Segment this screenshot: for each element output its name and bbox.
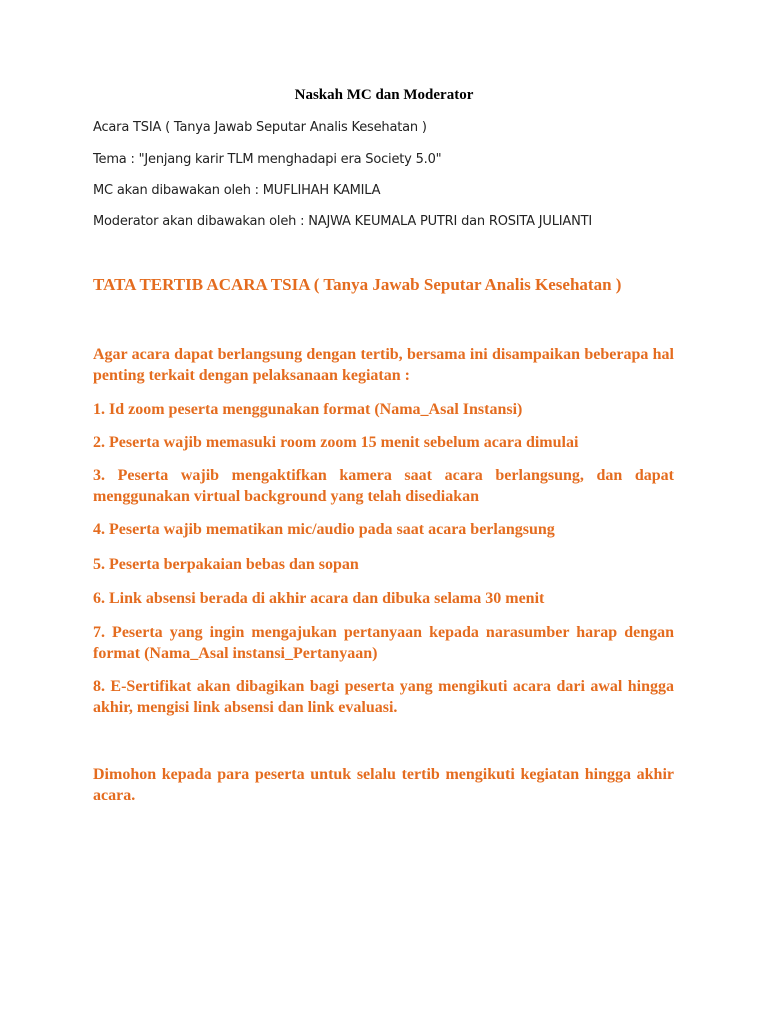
rule-item-1: 1. Id zoom peserta menggunakan format (Nama_Asal Instansi): [93, 401, 523, 418]
rule-item-4: 4. Peserta wajib mematikan mic/audio pada saat acara berlangsung: [93, 521, 555, 538]
rule-item-3: 3. Peserta wajib mengaktifkan kamera saat acara berlangsung, dan dapat menggunakan virtual background yang telah disediakan: [93, 467, 674, 505]
closing-paragraph: Dimohon kepada para peserta untuk selalu tertib mengikuti kegiatan hingga akhir acara.: [93, 766, 674, 804]
event-line: Acara TSIA ( Tanya Jawab Seputar Analis Kesehatan ): [93, 120, 427, 135]
section-heading: TATA TERTIB ACARA TSIA ( Tanya Jawab Seputar Analis Kesehatan ): [93, 275, 622, 294]
rule-item-7: 7. Peserta yang ingin mengajukan pertanyaan kepada narasumber harap dengan format (Nama_Asal instansi_Pertanyaan): [93, 624, 674, 662]
intro-paragraph: Agar acara dapat berlangsung dengan tertib, bersama ini disampaikan beberapa hal penting terkait dengan pelaksanaan kegiatan :: [93, 346, 674, 384]
rule-item-5: 5. Peserta berpakaian bebas dan sopan: [93, 556, 359, 573]
rule-item-6: 6. Link absensi berada di akhir acara dan dibuka selama 30 menit: [93, 590, 545, 607]
mc-line: MC akan dibawakan oleh : MUFLIHAH KAMILA: [93, 183, 381, 198]
document-title: Naskah MC dan Moderator: [294, 87, 474, 103]
theme-line: Tema : "Jenjang karir TLM menghadapi era Society 5.0": [93, 152, 442, 167]
moderator-line: Moderator akan dibawakan oleh : NAJWA KEUMALA PUTRI dan ROSITA JULIANTI: [93, 214, 592, 229]
rule-item-2: 2. Peserta wajib memasuki room zoom 15 menit sebelum acara dimulai: [93, 434, 579, 451]
rule-item-8: 8. E-Sertifikat akan dibagikan bagi peserta yang mengikuti acara dari awal hingga akhir, mengisi link absensi dan link evaluasi.: [93, 678, 674, 716]
